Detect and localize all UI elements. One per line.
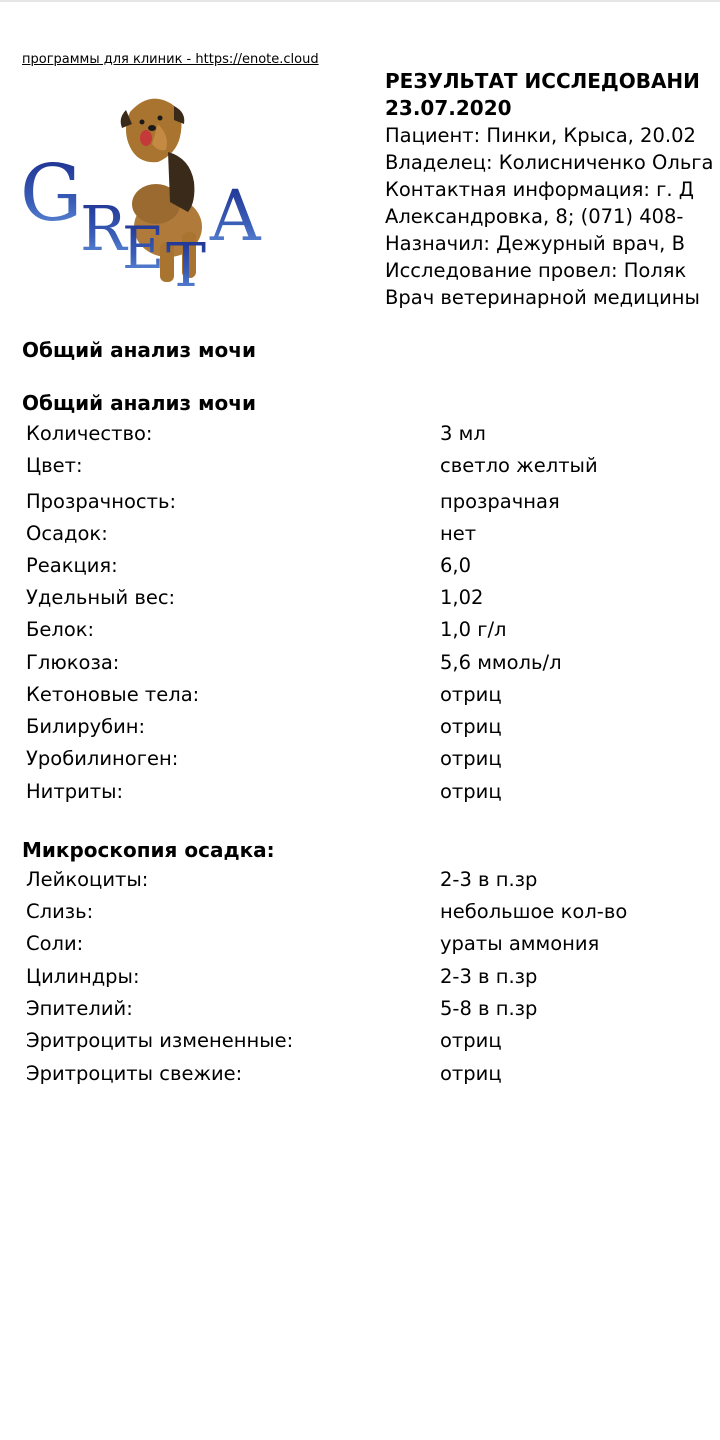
result-row: [26, 651, 720, 681]
result-row: [26, 422, 720, 452]
result-label: Удельный вес:: [26, 586, 176, 609]
result-label: Количество:: [26, 422, 153, 445]
logo-letter-a: A: [210, 175, 261, 257]
result-label: Глюкоза:: [26, 651, 120, 674]
result-label: Кетоновые тела:: [26, 683, 200, 706]
result-row: [26, 554, 720, 584]
prescribed-line: Назначил: Дежурный врач, В: [385, 232, 685, 255]
microscopy-title: Микроскопия осадка:: [22, 838, 275, 862]
report-title: РЕЗУЛЬТАТ ИССЛЕДОВАНИ: [385, 69, 700, 93]
result-row: [26, 454, 720, 484]
logo-letter-r: R: [80, 192, 127, 265]
result-label: Белок:: [26, 618, 95, 641]
result-value: отриц: [440, 780, 502, 803]
owner-line: Владелец: Колисниченко Ольга: [385, 151, 714, 174]
report-date: 23.07.2020: [385, 96, 512, 120]
result-label: Билирубин:: [26, 715, 146, 738]
result-row: [26, 715, 720, 745]
logo-letter-t: T: [166, 231, 207, 292]
result-label: Цилиндры:: [26, 965, 140, 988]
result-label: Осадок:: [26, 522, 108, 545]
result-value: 5,6 ммоль/л: [440, 651, 562, 674]
result-row: [26, 747, 720, 777]
result-label: Уробилиноген:: [26, 747, 179, 770]
result-value: небольшое кол-во: [440, 900, 628, 923]
contact-line: Контактная информация: г. Д: [385, 178, 694, 201]
result-row: [26, 683, 720, 713]
main-title: Общий анализ мочи: [22, 338, 256, 362]
result-value: отриц: [440, 715, 502, 738]
result-row: [26, 868, 720, 898]
address-line: Александровка, 8; (071) 408-: [385, 205, 684, 228]
result-value: 2-3 в п.зр: [440, 965, 538, 988]
top-divider: [0, 0, 720, 2]
result-row: [26, 490, 720, 520]
doctor-line: Врач ветеринарной медицины: [385, 286, 700, 309]
result-value: отриц: [440, 1029, 502, 1052]
result-value: светло желтый: [440, 454, 598, 477]
result-label: Эритроциты измененные:: [26, 1029, 294, 1052]
result-value: 6,0: [440, 554, 472, 577]
result-value: прозрачная: [440, 490, 560, 513]
result-value: отриц: [440, 1062, 502, 1085]
result-row: [26, 522, 720, 552]
result-row: [26, 1062, 720, 1092]
result-label: Эпителий:: [26, 997, 133, 1020]
result-value: ураты аммония: [440, 932, 600, 955]
result-value: 1,0 г/л: [440, 618, 507, 641]
result-row: [26, 932, 720, 962]
result-label: Нитриты:: [26, 780, 124, 803]
result-value: 1,02: [440, 586, 484, 609]
result-row: [26, 586, 720, 616]
result-value: отриц: [440, 747, 502, 770]
result-value: 3 мл: [440, 422, 486, 445]
performed-line: Исследование провел: Поляк: [385, 259, 687, 282]
logo-letter-g: G: [20, 149, 83, 239]
result-row: [26, 780, 720, 810]
result-row: [26, 900, 720, 930]
result-row: [26, 618, 720, 648]
result-value: 2-3 в п.зр: [440, 868, 538, 891]
result-label: Соли:: [26, 932, 84, 955]
greta-logo: [18, 92, 268, 292]
result-label: Цвет:: [26, 454, 83, 477]
result-value: 5-8 в п.зр: [440, 997, 538, 1020]
urinalysis-title: Общий анализ мочи: [22, 391, 256, 415]
result-label: Реакция:: [26, 554, 118, 577]
patient-line: Пациент: Пинки, Крыса, 20.02: [385, 124, 696, 147]
result-row: [26, 965, 720, 995]
result-row: [26, 997, 720, 1027]
promo-link[interactable]: программы для клиник - https://enote.cloud: [22, 52, 319, 67]
result-label: Эритроциты свежие:: [26, 1062, 243, 1085]
result-row: [26, 1029, 720, 1059]
result-label: Лейкоциты:: [26, 868, 149, 891]
report-header: [385, 68, 720, 311]
result-label: Прозрачность:: [26, 490, 177, 513]
result-label: Слизь:: [26, 900, 94, 923]
logo-letter-e: E: [122, 214, 165, 282]
result-value: отриц: [440, 683, 502, 706]
result-value: нет: [440, 522, 477, 545]
